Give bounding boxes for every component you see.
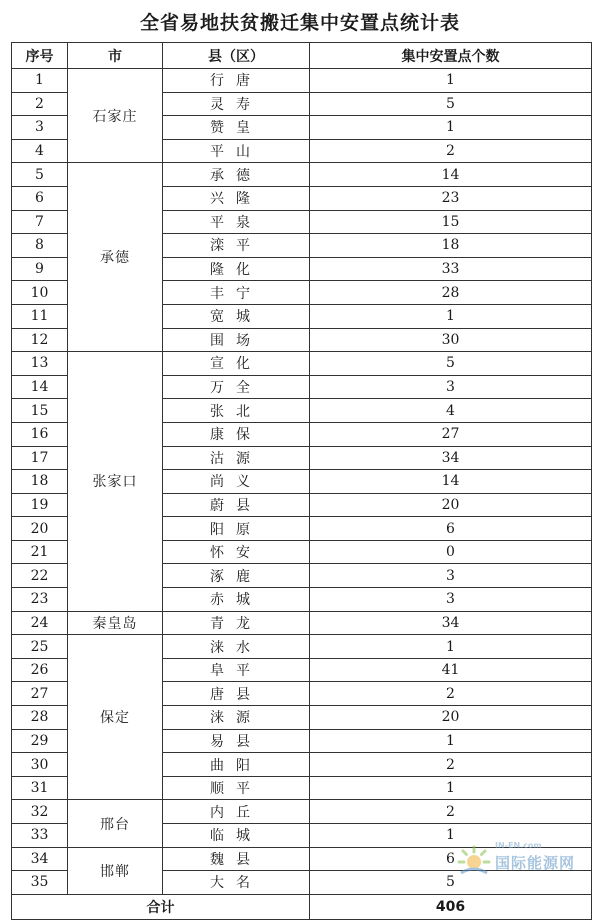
count-cell: 1	[310, 729, 592, 753]
row-no: 24	[12, 611, 68, 635]
city-cell: 秦皇岛	[68, 611, 163, 635]
city-cell: 邯郸	[68, 847, 163, 894]
row-no: 12	[12, 328, 68, 352]
row-no: 25	[12, 635, 68, 659]
count-cell: 1	[310, 304, 592, 328]
count-cell: 4	[310, 399, 592, 423]
county-cell: 滦平	[163, 234, 310, 258]
county-cell: 灵寿	[163, 92, 310, 116]
header-county: 县（区）	[163, 43, 310, 69]
row-no: 16	[12, 422, 68, 446]
row-no: 2	[12, 92, 68, 116]
row-no: 33	[12, 824, 68, 848]
row-no: 10	[12, 281, 68, 305]
watermark-name: 国际能源网	[495, 854, 576, 872]
count-cell: 5	[310, 352, 592, 376]
count-cell: 34	[310, 611, 592, 635]
county-cell: 围场	[163, 328, 310, 352]
total-label: 合计	[12, 894, 310, 919]
row-no: 26	[12, 658, 68, 682]
county-cell: 怀安	[163, 540, 310, 564]
county-cell: 阜平	[163, 658, 310, 682]
county-cell: 丰宁	[163, 281, 310, 305]
row-no: 18	[12, 470, 68, 494]
city-cell: 承德	[68, 163, 163, 352]
row-no: 32	[12, 800, 68, 824]
county-cell: 万全	[163, 375, 310, 399]
sun-logo-icon	[457, 845, 491, 877]
count-cell: 5	[310, 871, 592, 895]
count-cell: 2	[310, 139, 592, 163]
count-cell: 23	[310, 186, 592, 210]
watermark-domain: IN-EN.com	[495, 841, 542, 850]
count-cell: 3	[310, 564, 592, 588]
county-cell: 临城	[163, 824, 310, 848]
table-row	[12, 69, 592, 93]
header-city: 市	[68, 43, 163, 69]
county-cell: 平泉	[163, 210, 310, 234]
count-cell: 20	[310, 706, 592, 730]
count-cell: 34	[310, 446, 592, 470]
count-cell: 41	[310, 658, 592, 682]
county-cell: 尚义	[163, 470, 310, 494]
row-no: 30	[12, 753, 68, 777]
row-no: 35	[12, 871, 68, 895]
row-no: 23	[12, 588, 68, 612]
count-cell: 3	[310, 375, 592, 399]
row-no: 15	[12, 399, 68, 423]
county-cell: 涿鹿	[163, 564, 310, 588]
total-value: 406	[310, 894, 592, 919]
count-cell: 3	[310, 588, 592, 612]
row-no: 8	[12, 234, 68, 258]
table-body	[12, 69, 592, 895]
county-cell: 宽城	[163, 304, 310, 328]
county-cell: 隆化	[163, 257, 310, 281]
table-row	[12, 611, 592, 635]
row-no: 22	[12, 564, 68, 588]
count-cell: 1	[310, 824, 592, 848]
row-no: 21	[12, 540, 68, 564]
watermark	[457, 841, 592, 879]
city-cell: 保定	[68, 635, 163, 800]
city-cell: 张家口	[68, 352, 163, 612]
table-row	[12, 800, 592, 824]
count-cell: 15	[310, 210, 592, 234]
county-cell: 阳原	[163, 517, 310, 541]
row-no: 5	[12, 163, 68, 187]
count-cell: 14	[310, 163, 592, 187]
row-no: 7	[12, 210, 68, 234]
table-row	[12, 163, 592, 187]
count-cell: 2	[310, 682, 592, 706]
county-cell: 沽源	[163, 446, 310, 470]
table-header-row	[12, 43, 592, 69]
row-no: 34	[12, 847, 68, 871]
city-cell: 邢台	[68, 800, 163, 847]
county-cell: 涞水	[163, 635, 310, 659]
county-cell: 涞源	[163, 706, 310, 730]
row-no: 4	[12, 139, 68, 163]
county-cell: 魏县	[163, 847, 310, 871]
county-cell: 行唐	[163, 69, 310, 93]
county-cell: 曲阳	[163, 753, 310, 777]
county-cell: 赞皇	[163, 116, 310, 140]
row-no: 13	[12, 352, 68, 376]
count-cell: 6	[310, 847, 592, 871]
row-no: 1	[12, 69, 68, 93]
row-no: 9	[12, 257, 68, 281]
count-cell: 33	[310, 257, 592, 281]
row-no: 3	[12, 116, 68, 140]
county-cell: 赤城	[163, 588, 310, 612]
header-count: 集中安置点个数	[310, 43, 592, 69]
county-cell: 青龙	[163, 611, 310, 635]
count-cell: 2	[310, 800, 592, 824]
row-no: 20	[12, 517, 68, 541]
county-cell: 康保	[163, 422, 310, 446]
county-cell: 张北	[163, 399, 310, 423]
row-no: 19	[12, 493, 68, 517]
county-cell: 大名	[163, 871, 310, 895]
row-no: 6	[12, 186, 68, 210]
row-no: 11	[12, 304, 68, 328]
count-cell: 20	[310, 493, 592, 517]
total-row	[12, 894, 592, 919]
county-cell: 蔚县	[163, 493, 310, 517]
county-cell: 兴隆	[163, 186, 310, 210]
count-cell: 5	[310, 92, 592, 116]
county-cell: 承德	[163, 163, 310, 187]
count-cell: 1	[310, 635, 592, 659]
row-no: 28	[12, 706, 68, 730]
header-no: 序号	[12, 43, 68, 69]
count-cell: 1	[310, 69, 592, 93]
count-cell: 27	[310, 422, 592, 446]
row-no: 29	[12, 729, 68, 753]
count-cell: 28	[310, 281, 592, 305]
count-cell: 14	[310, 470, 592, 494]
page-title: 全省易地扶贫搬迁集中安置点统计表	[139, 12, 460, 34]
county-cell: 平山	[163, 139, 310, 163]
county-cell: 宣化	[163, 352, 310, 376]
county-cell: 内丘	[163, 800, 310, 824]
row-no: 31	[12, 776, 68, 800]
statistics-table	[11, 42, 592, 920]
count-cell: 1	[310, 116, 592, 140]
row-no: 14	[12, 375, 68, 399]
table-row	[12, 635, 592, 659]
count-cell: 1	[310, 776, 592, 800]
county-cell: 易县	[163, 729, 310, 753]
count-cell: 6	[310, 517, 592, 541]
city-cell: 石家庄	[68, 69, 163, 163]
count-cell: 30	[310, 328, 592, 352]
county-cell: 顺平	[163, 776, 310, 800]
count-cell: 0	[310, 540, 592, 564]
count-cell: 18	[310, 234, 592, 258]
row-no: 27	[12, 682, 68, 706]
county-cell: 唐县	[163, 682, 310, 706]
count-cell: 2	[310, 753, 592, 777]
row-no: 17	[12, 446, 68, 470]
table-row	[12, 352, 592, 376]
